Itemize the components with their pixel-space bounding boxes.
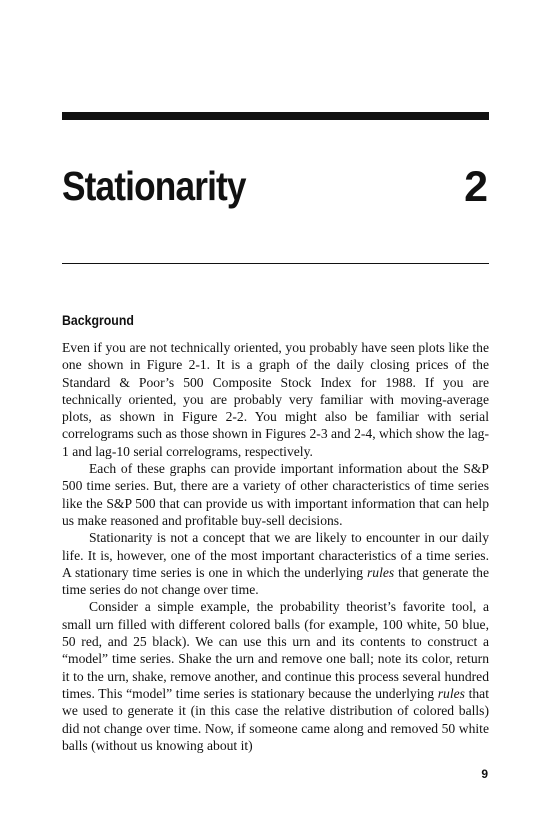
paragraph-4-text-a: Consider a simple example, the probability theorist’s favorite tool, a small urn filled with different colored balls (for example, 100 white, 50 blue, 50 red, and 25 black). We can use this urn and its contents to construct a “model” time series. Shake the urn and remove one ball; note its color, return it to the urn, shake, remove another, and continue this process several hundred times. This “model” time series is stationary because the underlying: [62, 599, 489, 701]
paragraph-2: [62, 460, 489, 529]
paragraph-3-text-b: that generate the time series do not change over time.: [62, 564, 489, 598]
paragraph-1-text: Even if you are not technically oriented, you probably have seen plots like the one shown in Figure 2-1. It is a graph of the daily closing prices of the Standard & Poor’s 500 Composite Stock Index for 1988. If you are technically oriented, you are probably very familiar with moving-average plots, as shown in Figure 2-2. You might also be familiar with serial correlograms such as those shown in Figures 2-3 and 2-4, which show the lag-1 and lag-10 serial correlograms, respectively.: [62, 340, 489, 459]
chapter-divider-rule: [62, 263, 489, 264]
paragraph-3-emphasis: rules: [367, 564, 395, 580]
chapter-top-rule: [62, 112, 489, 120]
page-number: 9: [481, 767, 488, 781]
paragraph-2-text: Each of these graphs can provide important information about the S&P 500 time series. But, there are a variety of other characteristics of time series like the S&P 500 that can provide us with important information that can help us make reasoned and profitable buy-sell decisions.: [62, 461, 489, 528]
paragraph-4: [62, 598, 489, 754]
paragraph-4-text-b: that we used to generate it (in this case the relative distribution of colored balls) did not change over time. Now, if someone came along and removed 50 white balls (without us knowing about it): [62, 685, 489, 753]
body-text: [62, 339, 489, 754]
paragraph-3-text-a: Stationarity is not a concept that we are likely to encounter in our daily life. It is, however, one of the most important characteristics of a time series. A stationary time series is one in which the underlying: [62, 530, 489, 580]
paragraph-4-emphasis: rules: [437, 685, 465, 701]
section-heading: Background: [62, 312, 134, 328]
chapter-title: Stationarity: [62, 163, 246, 209]
paragraph-1: [62, 339, 489, 460]
chapter-number: 2: [464, 163, 488, 211]
paragraph-3: [62, 529, 489, 598]
